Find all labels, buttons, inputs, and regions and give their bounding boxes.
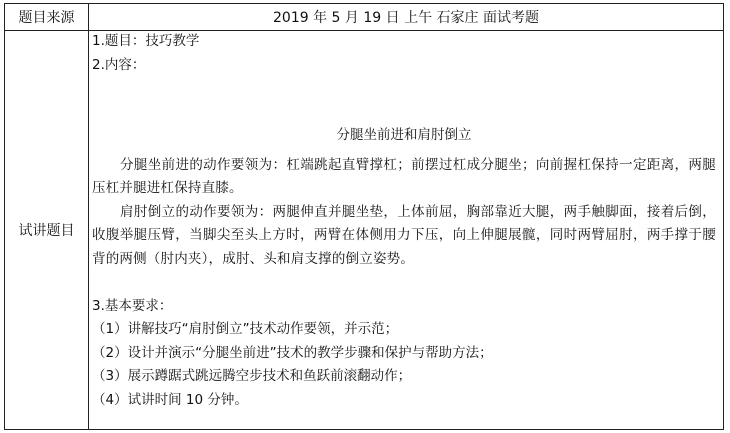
requirement-item: （1）讲解技巧“肩肘倒立”技术动作要领，并示范； [92,321,399,337]
requirement-item: （2）设计并演示“分腿坐前进”技术的教学步骤和保护与帮助方法； [92,344,493,361]
exam-date-info: 2019 年 5 月 19 日 上午 石家庄 面试考题 [273,10,539,26]
requirement-item: （3）展示蹲踞式跳远腾空步技术和鱼跃前滚翻动作； [92,368,412,384]
subtitle: 分腿坐前进和肩肘倒立 [336,127,472,143]
trial-topic-label: 试讲题目 [18,223,75,239]
paragraph-split-sit: 分腿坐前进的动作要领为：杠端跳起直臂撑杠；前摆过杠成分腿坐；向前握杠保持一定距离，两腿压杠并腿进杠保持直膝。 [92,156,716,196]
topic-line: 1.题目：技巧教学 [92,33,200,49]
requirement-item: （4）试讲时间 10 分钟。 [92,391,248,408]
topic-content [92,30,716,412]
table-header-row [5,4,723,31]
spacer [92,271,716,295]
source-label: 题目来源 [18,10,75,26]
content-line: 2.内容： [92,56,146,73]
requirements-title: 3.基本要求： [92,297,173,314]
column-divider [88,4,89,429]
spacer [92,77,716,124]
paragraph-shoulder-stand: 肩肘倒立的动作要领为：两腿伸直并腿坐垫，上体前屈，胸部靠近大腿，两手触脚面，接着后倒，收腹举腿压臂，当脚尖至头上方时，两臂在体侧用力下压，向上伸腿展髋，同时两臂屈肘，两手撑于腰背的两侧（肘内夹），成肘、头和肩支撑的倒立姿势。 [92,203,716,267]
